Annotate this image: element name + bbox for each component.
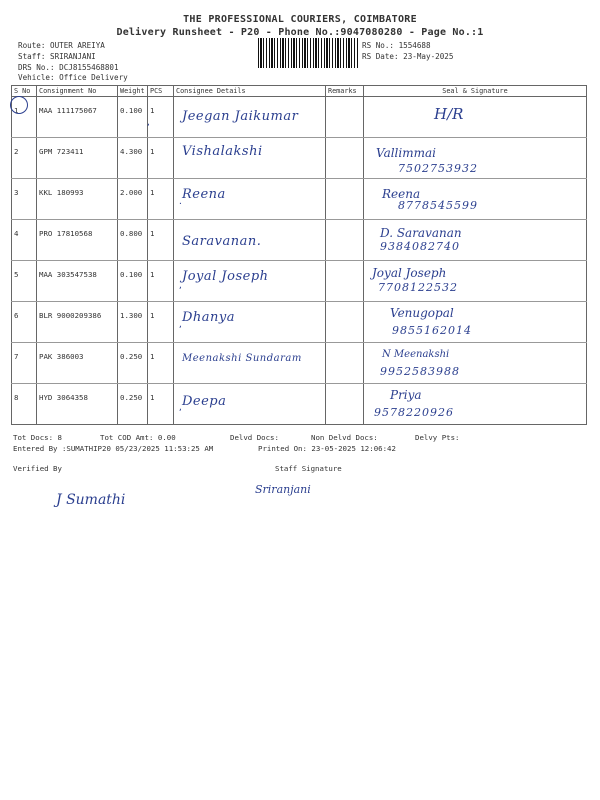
pen-dot-mark: , (178, 320, 183, 329)
cell-consignment-no: HYD 3064358 (39, 393, 88, 402)
handwritten-consignee: Deepa (182, 394, 227, 409)
cell-weight: 2.000 (120, 188, 143, 197)
table-row (12, 384, 587, 425)
table-row (12, 261, 587, 302)
total-docs: Tot Docs: 8 (13, 433, 62, 442)
total-cod-amount: Tot COD Amt: 0.00 (100, 433, 176, 442)
cell-consignment-no: PRO 17810568 (39, 229, 93, 238)
cell-remarks (326, 179, 364, 220)
handwritten-signature: Venugopal (390, 306, 454, 320)
cell-remarks (326, 220, 364, 261)
col-header-consignment: Consignment No (37, 86, 118, 97)
handwritten-consignee: Vishalakshi (182, 144, 263, 159)
handwritten-signature: Vallimmai (376, 146, 436, 160)
cell-sno: 8 (14, 393, 19, 402)
cell-pcs: 1 (150, 311, 155, 320)
handwritten-signature: N Meenakshi (382, 349, 450, 360)
cell-consignment-no: BLR 9000209386 (39, 311, 102, 320)
handwritten-phone: 9578220926 (374, 406, 454, 419)
handwritten-phone: 8778545599 (398, 199, 478, 212)
cell-remarks (326, 97, 364, 138)
cell-sno: 2 (14, 147, 19, 156)
cell-remarks (326, 138, 364, 179)
cell-weight: 4.300 (120, 147, 143, 156)
pen-dot-mark: , (178, 403, 183, 412)
rs-number: RS No.: 1554688 (362, 41, 431, 50)
verified-by-label: Verified By (13, 464, 62, 473)
cell-weight: 0.100 (120, 270, 143, 279)
cell-pcs: 1 (150, 106, 155, 115)
delivery-points: Delvy Pts: (415, 433, 460, 442)
cell-consignment-no: MAA 303547538 (39, 270, 97, 279)
handwritten-consignee: Jeegan Jaikumar (182, 109, 299, 124)
cell-pcs: 1 (150, 147, 155, 156)
cell-weight: 0.100 (120, 106, 143, 115)
handwritten-phone: 9384082740 (380, 240, 460, 253)
cell-remarks (326, 343, 364, 384)
col-header-signature: Seal & Signature (364, 86, 587, 97)
table-row (12, 97, 587, 138)
delivered-docs: Delvd Docs: (230, 433, 279, 442)
cell-pcs: 1 (150, 229, 155, 238)
cell-pcs: 1 (150, 352, 155, 361)
cell-weight: 0.800 (120, 229, 143, 238)
handwritten-phone: 9855162014 (392, 324, 472, 337)
handwritten-consignee: Reena (182, 187, 226, 202)
handwritten-signature: D. Saravanan (380, 226, 462, 240)
cell-pcs: 1 (150, 270, 155, 279)
cell-remarks (326, 384, 364, 425)
cell-sno: 3 (14, 188, 19, 197)
staff-signature: Sriranjani (255, 483, 311, 496)
barcode (258, 38, 358, 68)
handwritten-signature: Priya (390, 388, 422, 402)
printed-on: Printed On: 23-05-2025 12:06:42 (258, 444, 396, 453)
cell-consignment-no: GPM 723411 (39, 147, 84, 156)
table-row (12, 343, 587, 384)
company-title: THE PROFESSIONAL COURIERS, COIMBATORE (183, 14, 417, 25)
vehicle-label: Vehicle: Office Delivery (18, 73, 128, 82)
handwritten-consignee: Saravanan. (182, 234, 262, 249)
non-delivered-docs: Non Delvd Docs: (311, 433, 378, 442)
pen-dot-mark: , (178, 281, 183, 290)
cell-sno: 4 (14, 229, 19, 238)
table-row (12, 179, 587, 220)
handwritten-signature: H/R (434, 105, 464, 123)
cell-pcs: 1 (150, 188, 155, 197)
rs-date: RS Date: 23-May-2025 (362, 52, 454, 61)
col-header-consignee: Consignee Details (174, 86, 326, 97)
table-header-row (12, 86, 587, 97)
verified-by-signature: J Sumathi (56, 492, 126, 508)
cell-consignment-no: MAA 111175067 (39, 106, 97, 115)
table-row (12, 220, 587, 261)
col-header-sno: S No (12, 86, 37, 97)
handwritten-phone: 7502753932 (398, 162, 478, 175)
cell-sno: 6 (14, 311, 19, 320)
col-header-weight: Weight (118, 86, 148, 97)
runsheet-table (11, 85, 587, 425)
handwritten-consignee: Meenakshi Sundaram (182, 353, 302, 364)
table-row (12, 302, 587, 343)
runsheet-title: Delivery Runsheet - P20 - Phone No.:9047080280 - Page No.:1 (116, 27, 484, 38)
handwritten-consignee: Joyal Joseph (182, 269, 269, 284)
handwritten-signature: Joyal Joseph (372, 266, 447, 280)
cell-consignment-no: PAK 386003 (39, 352, 84, 361)
pen-dot-mark: , (146, 118, 151, 127)
cell-remarks (326, 261, 364, 302)
handwritten-signature: Reena (382, 187, 421, 201)
cell-sno: 5 (14, 270, 19, 279)
cell-weight: 1.300 (120, 311, 143, 320)
handwritten-phone: 7708122532 (378, 281, 458, 294)
cell-remarks (326, 302, 364, 343)
cell-consignment-no: KKL 180993 (39, 188, 84, 197)
cell-sno: 1 (14, 106, 19, 115)
handwritten-consignee: Dhanya (182, 310, 236, 325)
staff-label: Staff: SRIRANJANI (18, 52, 96, 61)
cell-sno: 7 (14, 352, 19, 361)
entered-by: Entered By :SUMATHIP20 05/23/2025 11:53:25 AM (13, 444, 214, 453)
cell-weight: 0.250 (120, 352, 143, 361)
staff-signature-label: Staff Signature (275, 464, 342, 473)
handwritten-phone: 9952583988 (380, 365, 460, 378)
pen-circle-mark (10, 96, 28, 114)
col-header-remarks: Remarks (326, 86, 364, 97)
drs-label: DRS No.: DCJ8155468801 (18, 63, 119, 72)
cell-weight: 0.250 (120, 393, 143, 402)
route-label: Route: OUTER AREIYA (18, 41, 105, 50)
pen-dot-mark: . (178, 197, 183, 206)
cell-pcs: 1 (150, 393, 155, 402)
col-header-pcs: PCS (148, 86, 174, 97)
table-row (12, 138, 587, 179)
